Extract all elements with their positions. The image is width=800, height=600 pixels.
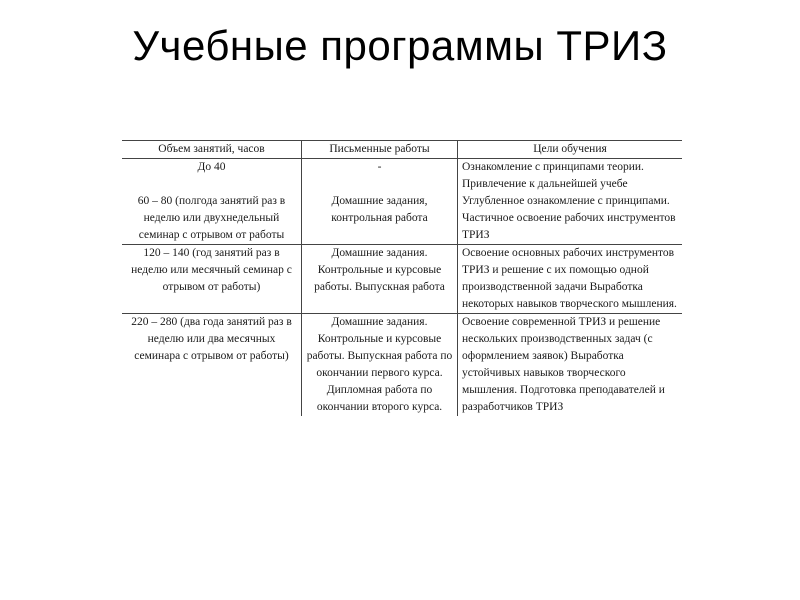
table-body (122, 159, 682, 417)
cell-learning-goals: Углубленное ознакомление с принципами. Частичное освоение рабочих инструментов ТРИЗ (458, 193, 683, 245)
cell-hours: 220 – 280 (два года занятий раз в неделю или два месячных семинара с отрывом от работы) (122, 314, 302, 417)
cell-written-works: - (302, 159, 458, 194)
cell-learning-goals: Ознакомление с принципами теории. Привлечение к дальнейшей учебе (462, 161, 644, 190)
table-row (122, 314, 682, 417)
slide-title: Учебные программы ТРИЗ (132, 22, 668, 69)
header-learning-goals: Цели обучения (458, 141, 683, 159)
curriculum-table-container (122, 140, 682, 416)
cell-written-works: Домашние задания, контрольная работа (302, 193, 458, 245)
header-row (122, 141, 682, 159)
cell-hours: 120 – 140 (год занятий раз в неделю или месячный семинар с отрывом от работы) (122, 245, 302, 314)
curriculum-table (122, 140, 682, 416)
cell-hours: До 40 (122, 159, 302, 194)
cell-written-works: Домашние задания. Контрольные и курсовые работы. Выпускная работа (302, 245, 458, 314)
table-row (122, 245, 682, 314)
table-header (122, 141, 682, 159)
table-row (122, 159, 682, 194)
cell-learning-goals: Освоение современной ТРИЗ и решение нескольких производственных задач (с оформлением заявок) Выработка устойчивых навыков творческого мышления. Подготовка преподавателей и разработчиков ТРИЗ (462, 316, 665, 413)
table-row (122, 193, 682, 245)
cell-learning-goals: Освоение основных рабочих инструментов ТРИЗ и решение с их помощью одной производственной задачи Выработка некоторых навыков творческого мышления. (458, 245, 683, 314)
header-written-works: Письменные работы (302, 141, 458, 159)
header-hours: Объем занятий, часов (122, 141, 302, 159)
cell-hours: 60 – 80 (полгода занятий раз в неделю или двухнедельный семинар с отрывом от работы (122, 193, 302, 245)
cell-written-works: Домашние задания. Контрольные и курсовые работы. Выпускная работа по окончании первого курса. Дипломная работа по окончании второго курса. (302, 314, 458, 417)
